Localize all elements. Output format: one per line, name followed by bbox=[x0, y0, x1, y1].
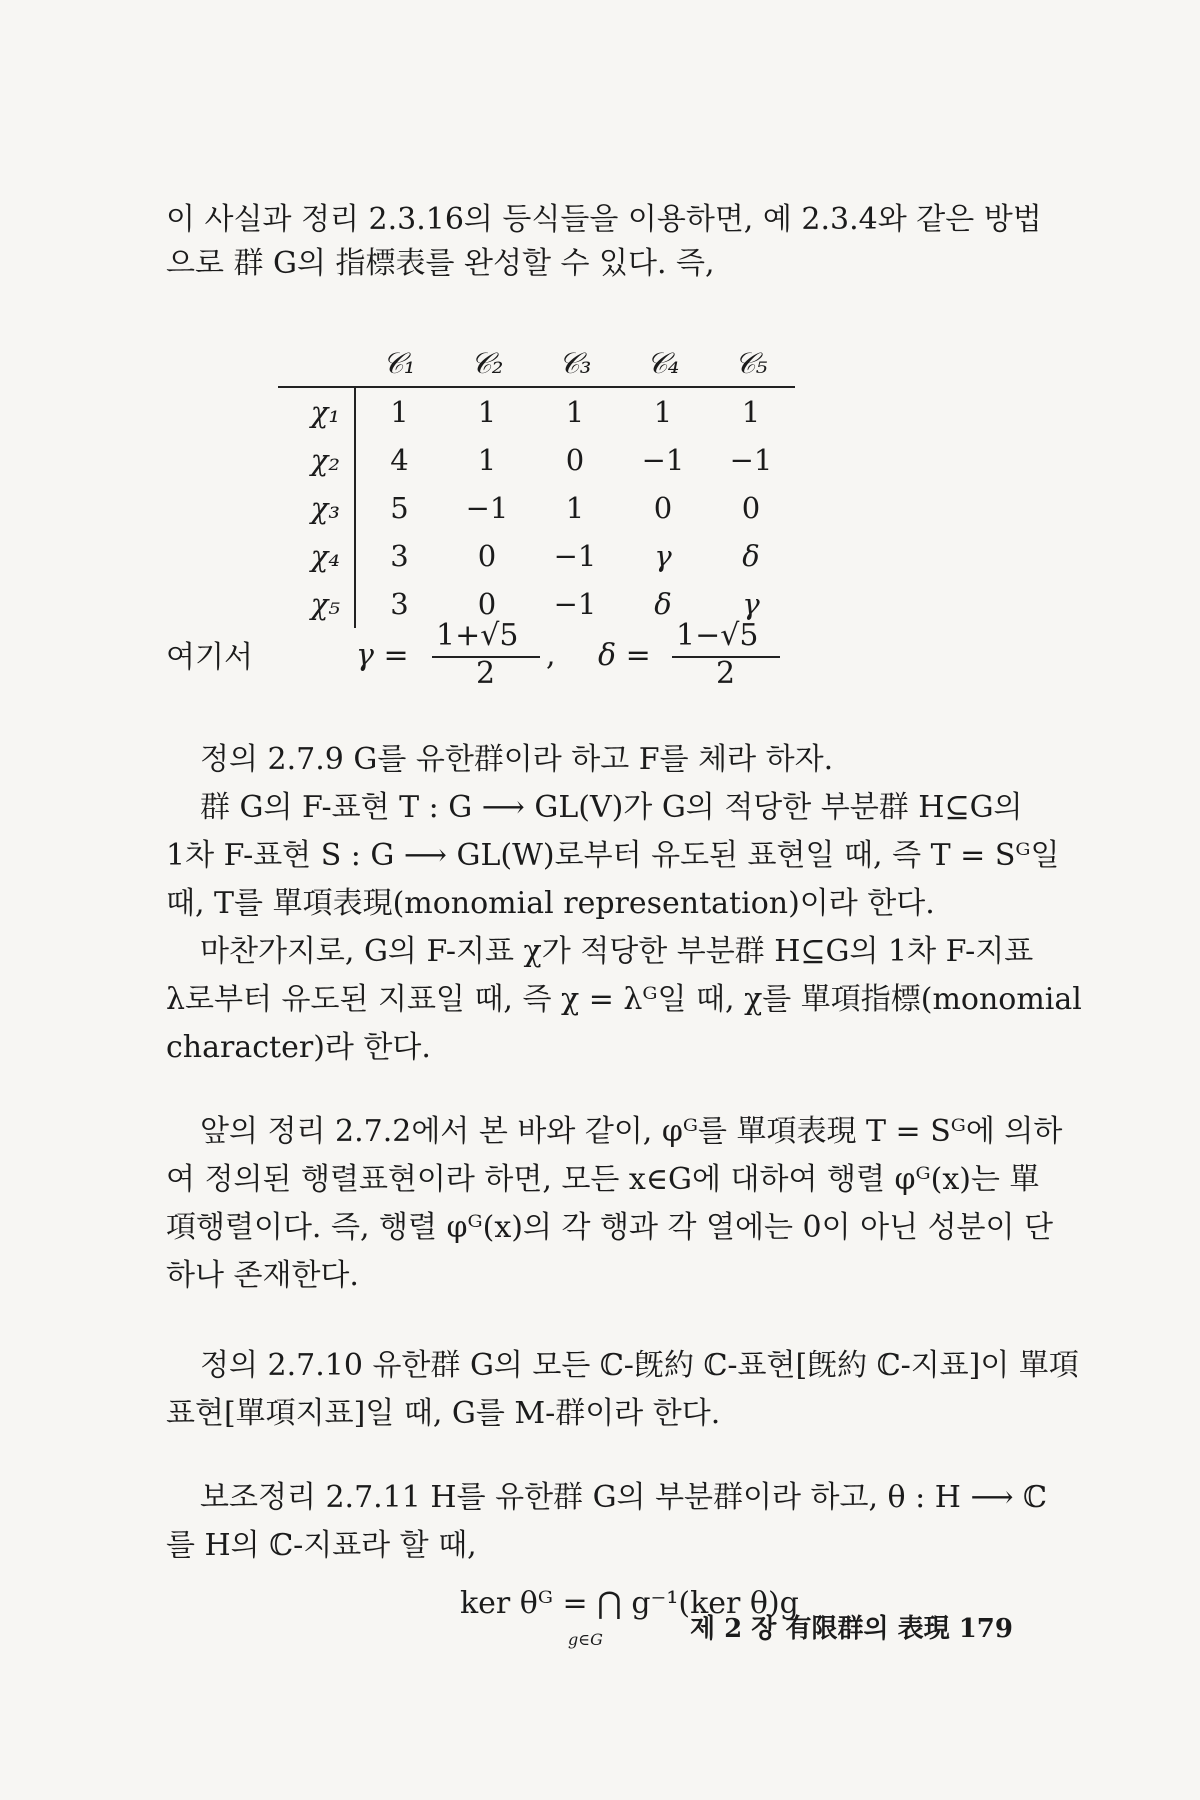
definition-2-7-9-title: 정의 2.7.9 G를 유한群이라 하고 F를 체라 하자. bbox=[200, 742, 834, 777]
table-cell: 1 bbox=[565, 491, 585, 525]
table-cell: 3 bbox=[390, 539, 409, 573]
row-label: χ₃ bbox=[278, 484, 355, 532]
definition-2-7-9-line: λ로부터 유도된 지표일 때, 즉 χ = λᴳ일 때, χ를 單項指標(monomial bbox=[166, 982, 1082, 1017]
class-header-3: 𝒞₃ bbox=[531, 340, 619, 387]
table-cell: 5 bbox=[390, 491, 409, 525]
table-cell: 0 bbox=[477, 539, 497, 573]
table-cell: 0 bbox=[653, 491, 673, 525]
definition-2-7-10-line: 표현[單項지표]일 때, G를 M-群이라 한다. bbox=[166, 1396, 721, 1431]
table-cell: 0 bbox=[741, 491, 761, 525]
table-cell: 1 bbox=[653, 395, 673, 429]
definition-2-7-9-line: 마찬가지로, G의 F-지표 χ가 적당한 부분群 H⊆G의 1차 F-지표 bbox=[200, 934, 1034, 969]
kernel-formula: ker θᴳ = ⋂ g⁻¹(ker θ)g bbox=[460, 1586, 799, 1621]
delta-numerator: 1−√5 bbox=[676, 618, 759, 653]
page-footer: 제 2 장 有限群의 表現 179 bbox=[690, 1614, 1013, 1644]
table-cell: −1 bbox=[553, 539, 597, 573]
paragraph-line: 앞의 정리 2.7.2에서 본 바와 같이, φᴳ를 單項表現 T = Sᴳ에 의하 bbox=[200, 1114, 1063, 1149]
where-label: 여기서 bbox=[166, 640, 253, 675]
table-cell: 1 bbox=[477, 395, 497, 429]
table-cell: 1 bbox=[565, 395, 585, 429]
table-cell: γ bbox=[742, 587, 760, 621]
row-label: χ₅ bbox=[278, 580, 355, 628]
table-row bbox=[278, 532, 795, 580]
table-cell: 1 bbox=[477, 443, 497, 477]
table-cell: 0 bbox=[565, 443, 585, 477]
definition-2-7-9-line: 群 G의 F-표현 T : G ⟶ GL(V)가 G의 적당한 부분群 H⊆G의 bbox=[200, 790, 1023, 825]
row-label: χ₂ bbox=[278, 436, 355, 484]
table-header-row bbox=[278, 340, 795, 387]
table-row bbox=[278, 387, 795, 436]
lemma-2-7-11-title: 보조정리 2.7.11 H를 유한群 G의 부분群이라 하고, θ : H ⟶ ℂ bbox=[200, 1480, 1047, 1515]
definition-2-7-9-line: 때, T를 單項表現(monomial representation)이라 한다. bbox=[166, 886, 935, 921]
definition-2-7-9-line: character)라 한다. bbox=[166, 1030, 431, 1065]
table-cell: −1 bbox=[465, 491, 509, 525]
class-header-4: 𝒞₄ bbox=[619, 340, 707, 387]
table-cell: −1 bbox=[641, 443, 685, 477]
paragraph-line: 하나 존재한다. bbox=[166, 1258, 359, 1293]
class-header-1: 𝒞₁ bbox=[355, 340, 443, 387]
row-label: χ₁ bbox=[278, 387, 355, 436]
table-row bbox=[278, 484, 795, 532]
lemma-2-7-11-line: 를 H의 ℂ-지표라 할 때, bbox=[166, 1528, 477, 1563]
delta-denominator: 2 bbox=[716, 656, 736, 691]
row-label: χ₄ bbox=[278, 532, 355, 580]
table-cell: δ bbox=[654, 587, 672, 621]
table-cell: 1 bbox=[741, 395, 761, 429]
gamma-numerator: 1+√5 bbox=[436, 618, 519, 653]
class-header-2: 𝒞₂ bbox=[443, 340, 531, 387]
table-row bbox=[278, 436, 795, 484]
gamma-comma: , bbox=[546, 638, 556, 673]
table-cell: δ bbox=[742, 539, 760, 573]
table-cell: 3 bbox=[390, 587, 409, 621]
table-cell: −1 bbox=[729, 443, 773, 477]
table-cell: 4 bbox=[390, 443, 409, 477]
gamma-denominator: 2 bbox=[476, 656, 496, 691]
definition-2-7-10-title: 정의 2.7.10 유한群 G의 모든 ℂ-旣約 ℂ-표현[旣約 ℂ-지표]이 單項 bbox=[200, 1348, 1079, 1383]
paragraph-line: 項행렬이다. 즉, 행렬 φᴳ(x)의 각 행과 각 열에는 0이 아닌 성분이 단 bbox=[166, 1210, 1054, 1245]
class-header-5: 𝒞₅ bbox=[707, 340, 795, 387]
gamma-lhs: γ = bbox=[356, 638, 409, 673]
delta-lhs: δ = bbox=[598, 638, 651, 673]
character-table bbox=[278, 340, 795, 628]
paragraph-line: 여 정의된 행렬표현이라 하면, 모든 x∈G에 대하여 행렬 φᴳ(x)는 單 bbox=[166, 1162, 1040, 1197]
table-cell: γ bbox=[654, 539, 672, 573]
table-corner bbox=[278, 340, 355, 387]
table-cell: 1 bbox=[390, 395, 409, 429]
intro-line-1: 이 사실과 정리 2.3.16의 등식들을 이용하면, 예 2.3.4와 같은 방법 bbox=[166, 202, 1042, 237]
intro-line-2: 으로 群 G의 指標表를 완성할 수 있다. 즉, bbox=[166, 246, 715, 281]
table-cell: 0 bbox=[477, 587, 497, 621]
kernel-formula-subscript: g∈G bbox=[568, 1630, 603, 1649]
table-cell: −1 bbox=[553, 587, 597, 621]
definition-2-7-9-line: 1차 F-표현 S : G ⟶ GL(W)로부터 유도된 표현일 때, 즉 T = Sᴳ일 bbox=[166, 838, 1060, 873]
